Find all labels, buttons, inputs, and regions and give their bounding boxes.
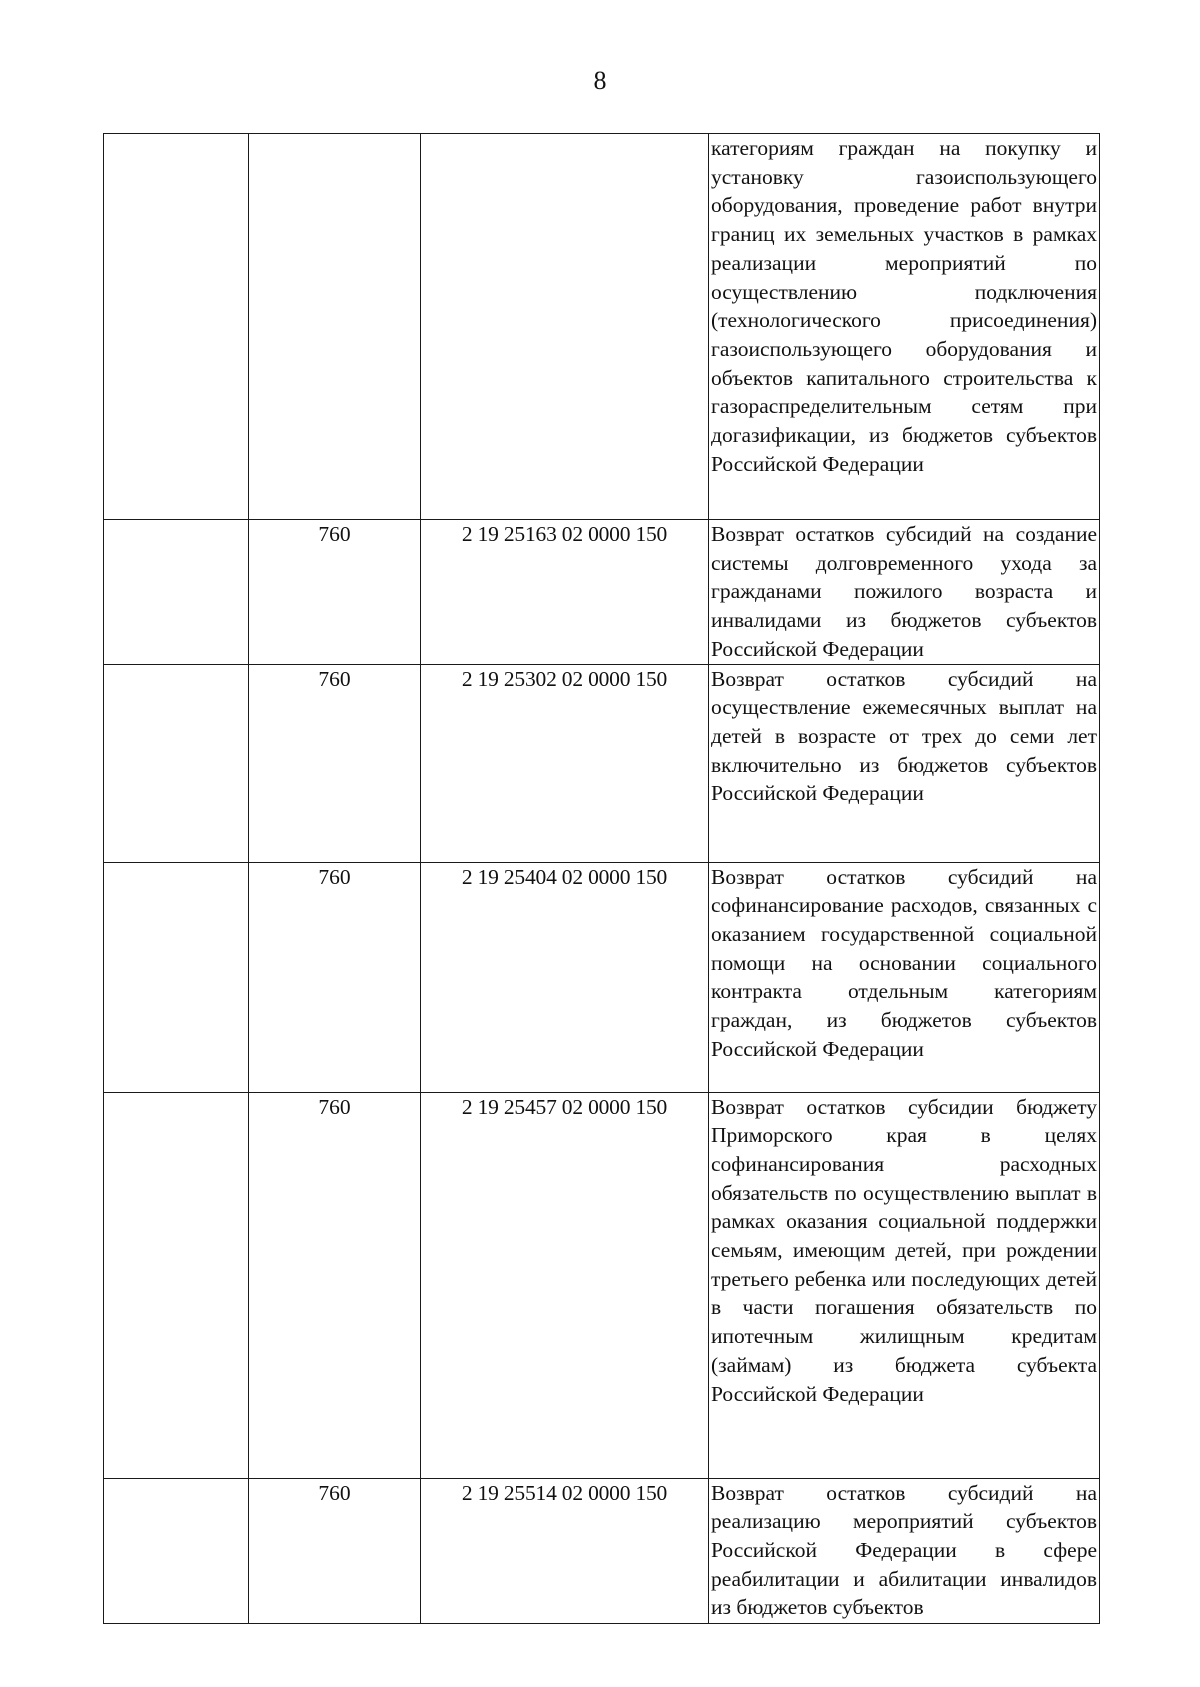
admin-code-cell: 760 (249, 862, 421, 1092)
description-text: Возврат остатков субсидии бюджету Приморского края в целях софинансирования расходных обязательств по осуществлению выплат в рамках оказания социальной поддержки семьям, имеющим детей, при рождении третьего ребенка или последующих детей в части погашения обязательств по ипотечным жилищным кредитам (займам) из бюджета субъекта Российской Федерации (711, 1094, 1097, 1406)
description-cell (709, 1092, 1100, 1478)
description-text: Возврат остатков субсидий на осуществление ежемесячных выплат на детей в возрасте от трех до семи лет включительно из бюджетов субъектов Российской Федерации (711, 666, 1097, 806)
description-cell (709, 664, 1100, 862)
empty-cell (104, 664, 249, 862)
description-text: Возврат остатков субсидий на софинансирование расходов, связанных с оказанием государственной социальной помощи на основании социального контракта отдельным категориям граждан, из бюджетов субъектов Российской Федерации (711, 864, 1097, 1061)
kbk-code-cell: 2 19 25457 02 0000 150 (421, 1092, 709, 1478)
table-row (104, 134, 1100, 520)
kbk-code-cell: 2 19 25514 02 0000 150 (421, 1478, 709, 1623)
description-cell (709, 862, 1100, 1092)
table-row (104, 862, 1100, 1092)
page-number: 8 (593, 66, 607, 95)
empty-cell (104, 520, 249, 665)
description-cell (709, 520, 1100, 665)
kbk-code-cell: 2 19 25302 02 0000 150 (421, 664, 709, 862)
empty-cell (104, 862, 249, 1092)
admin-code-cell: 760 (249, 664, 421, 862)
description-text: Возврат остатков субсидий на реализацию мероприятий субъектов Российской Федерации в сфере реабилитации и абилитации инвалидов из бюджетов субъектов (711, 1480, 1097, 1620)
admin-code-cell: 760 (249, 1092, 421, 1478)
kbk-code-cell: 2 19 25404 02 0000 150 (421, 862, 709, 1092)
budget-classification-table (103, 133, 1100, 1624)
empty-cell (104, 134, 249, 520)
kbk-code-cell (421, 134, 709, 520)
admin-code-cell (249, 134, 421, 520)
table-row (104, 1092, 1100, 1478)
description-cell (709, 134, 1100, 520)
kbk-code-cell: 2 19 25163 02 0000 150 (421, 520, 709, 665)
description-text: Возврат остатков субсидий на создание системы долговременного ухода за гражданами пожилого возраста и инвалидами из бюджетов субъектов Российской Федерации (711, 522, 1097, 661)
empty-cell (104, 1092, 249, 1478)
table-row (104, 664, 1100, 862)
admin-code-cell: 760 (249, 520, 421, 665)
description-cell (709, 1478, 1100, 1623)
admin-code-cell: 760 (249, 1478, 421, 1623)
description-text: категориям граждан на покупку и установку газоиспользующего оборудования, проведение работ внутри границ их земельных участков в рамках реализации мероприятий по осуществлению подключения (технологического присоединения) газоиспользующего оборудования и объектов капитального строительства к газораспределительным сетям при догазификации, из бюджетов субъектов Российской Федерации (711, 136, 1097, 476)
empty-cell (104, 1478, 249, 1623)
table-row (104, 1478, 1100, 1623)
table-row (104, 520, 1100, 665)
